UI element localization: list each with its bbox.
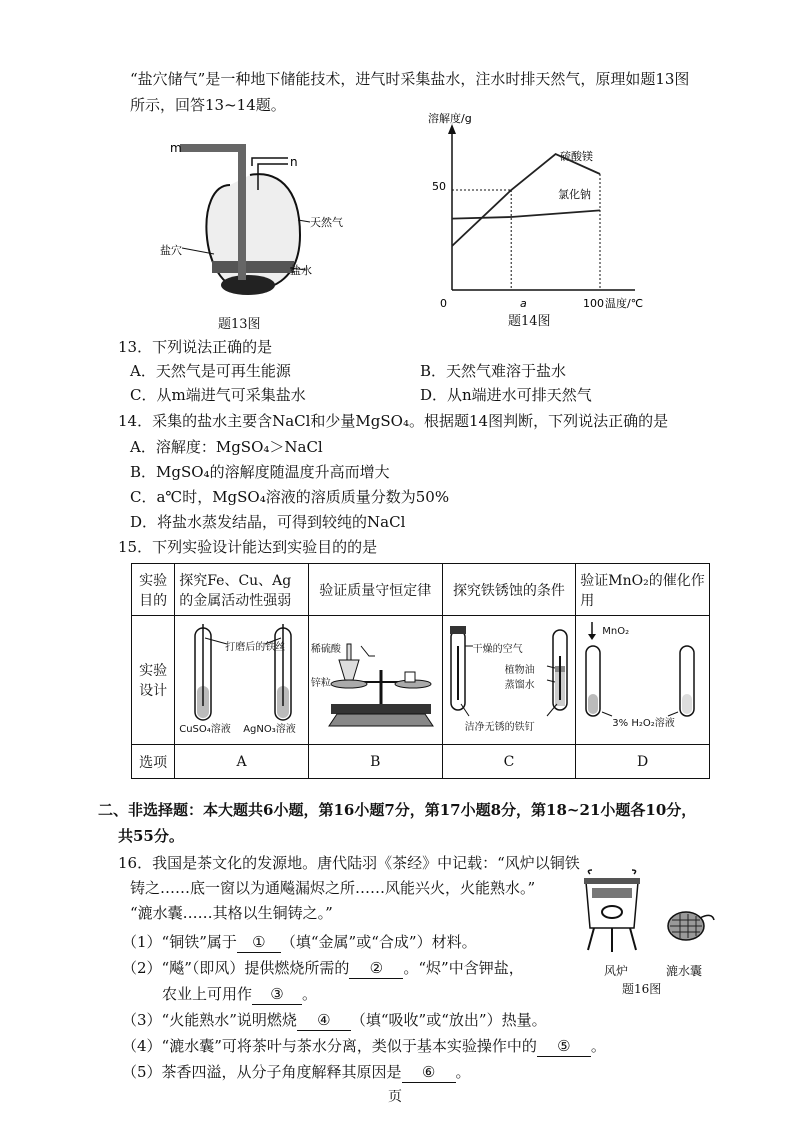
x-tick-0: 0 xyxy=(440,297,447,310)
row-head-option: 选项 xyxy=(132,745,175,779)
purpose-c: 探究铁锈蚀的条件 xyxy=(442,564,576,616)
q16-line2: 铸之……底一窗以为通飚漏烬之所……风能兴火，火能熟水。” xyxy=(130,879,536,897)
table-row xyxy=(132,616,710,745)
series-label-nacl: 氯化钠 xyxy=(558,188,591,201)
cave-bottom xyxy=(221,275,275,295)
fig16-caption: 题16图 xyxy=(622,982,662,996)
q13-stem: 13．下列说法正确的是 xyxy=(118,338,273,356)
y-tick-50: 50 xyxy=(432,180,446,193)
intro-text: “盐穴储气”是一种地下储能技术，进气时采集盐水，注水时排天然气，原理如题13图所示，回答13~14题。 xyxy=(130,70,690,114)
q16-part2-cont: 农业上可用作 ③ 。 xyxy=(162,985,318,1003)
x-axis-label: 温度/℃ xyxy=(605,297,644,310)
blank-2[interactable]: ② xyxy=(349,958,403,979)
figure-14-caption: 题14图 xyxy=(508,314,551,329)
design-c xyxy=(442,616,576,745)
x-tick-a: a xyxy=(520,297,527,310)
q13-option-a: A．天然气是可再生能源 xyxy=(130,362,291,380)
q16-part3: （3）“火能熟水”说明燃烧 ④ （填“吸收”或“放出”）热量。 xyxy=(122,1011,547,1029)
table-row xyxy=(132,745,710,779)
brine-layer xyxy=(212,261,294,273)
blank-1[interactable]: ① xyxy=(237,932,281,953)
design-a xyxy=(175,616,309,745)
blank-4[interactable]: ④ xyxy=(297,1010,351,1031)
q14-option-d: D．将盐水蒸发结晶，可得到较纯的NaCl xyxy=(130,513,406,531)
q13-option-d: D．从n端进水可排天然气 xyxy=(420,386,592,404)
purpose-b: 验证质量守恒定律 xyxy=(308,564,442,616)
q14-option-c: C．a℃时，MgSO₄溶液的溶质质量分数为50% xyxy=(130,488,450,506)
figure-14-solubility-chart xyxy=(420,110,670,310)
pipe-m-vertical xyxy=(238,144,246,280)
option-d: D xyxy=(576,745,710,779)
strainer-bag-drawing xyxy=(668,912,714,940)
fig16-label-strainer: 漉水囊 xyxy=(666,964,703,978)
q16-part5: （5）茶香四溢，从分子角度解释其原因是 ⑥ 。 xyxy=(122,1063,471,1081)
label-zinc: 锌粒 xyxy=(310,678,331,689)
purpose-a: 探究Fe、Cu、Ag的金属活动性强弱 xyxy=(175,564,309,616)
label-dry-air: 干燥的空气 xyxy=(472,644,523,655)
label-brine: 盐水 xyxy=(290,264,312,277)
y-axis-arrow xyxy=(448,124,456,134)
blank-5[interactable]: ⑤ xyxy=(537,1036,591,1057)
blank-6[interactable]: ⑥ xyxy=(402,1062,456,1083)
design-d xyxy=(576,616,710,745)
plot-area xyxy=(452,154,600,290)
q16-part2: （2）“飚”（即风）提供燃烧所需的 ② 。“烬”中含钾盐， xyxy=(122,959,524,977)
figure-13-salt-cave xyxy=(160,130,360,310)
label-clean-nail: 洁净无锈的铁钉 xyxy=(464,722,535,733)
option-c: C xyxy=(442,745,576,779)
label-mno2: MnO₂ xyxy=(602,626,630,637)
q16-part4: （4）“漉水囊”可将茶叶与茶水分离，类似于基本实验操作中的 ⑤ 。 xyxy=(122,1037,606,1055)
series-line-nacl xyxy=(452,210,600,218)
x-tick-100: 100 xyxy=(583,297,604,310)
q14-option-b: B．MgSO₄的溶解度随温度升高而增大 xyxy=(130,463,390,481)
design-b xyxy=(308,616,442,745)
option-b: B xyxy=(308,745,442,779)
blank-3[interactable]: ③ xyxy=(252,984,302,1005)
pipe-m-horizontal xyxy=(180,144,246,152)
section2-line2: 共55分。 xyxy=(118,827,184,845)
label-cave: 盐穴 xyxy=(160,244,182,257)
series-label-mgso4: 硫酸镁 xyxy=(560,150,593,163)
label-gas: 天然气 xyxy=(310,216,343,229)
figure-13-caption: 题13图 xyxy=(218,317,261,332)
label-cuso4: CuSO₄溶液 xyxy=(179,724,231,735)
label-agno3: AgNO₃溶液 xyxy=(243,724,296,735)
y-axis-label: 溶解度/g xyxy=(428,112,472,125)
q14-option-a: A．溶解度：MgSO₄＞NaCl xyxy=(130,438,323,456)
q13-option-b: B．天然气难溶于盐水 xyxy=(420,362,567,380)
label-n: n xyxy=(290,155,298,169)
fig16-label-stove: 风炉 xyxy=(604,964,629,978)
label-vegetable-oil: 植物油 xyxy=(504,665,535,676)
q15-stem: 15．下列实验设计能达到实验目的的是 xyxy=(118,538,378,556)
label-m: m xyxy=(170,141,182,155)
label-dilute-acid: 稀硫酸 xyxy=(310,644,341,655)
q15-experiment-table xyxy=(131,563,710,779)
label-polished-wire: 打磨后的铁丝 xyxy=(225,642,286,653)
wind-stove-drawing xyxy=(584,870,640,952)
q16-line3: “漉水囊……其格以生铜铸之。” xyxy=(130,904,333,922)
page-footer: 页 xyxy=(388,1089,402,1105)
purpose-d: 验证MnO₂的催化作用 xyxy=(576,564,710,616)
table-row xyxy=(132,564,710,616)
figure-16-tea-apparatus xyxy=(582,868,722,968)
q14-stem: 14．采集的盐水主要含NaCl和少量MgSO₄。根据题14图判断，下列说法正确的是 xyxy=(118,412,669,430)
row-head-purpose: 实验目的 xyxy=(132,564,175,616)
row-head-design: 实验设计 xyxy=(132,616,175,745)
label-h2o2: 3% H₂O₂溶液 xyxy=(612,718,675,729)
label-distilled-water: 蒸馏水 xyxy=(504,680,535,691)
q16-part1: （1）“铜铁”属于 ① （填“金属”或“合成”）材料。 xyxy=(122,933,477,951)
option-a: A xyxy=(175,745,309,779)
q16-line1: 16．我国是茶文化的发源地。唐代陆羽《茶经》中记载：“风炉以铜铁 xyxy=(118,854,580,872)
q13-option-c: C．从m端进气可采集盐水 xyxy=(130,386,306,404)
section2-line1: 二、非选择题：本大题共6小题，第16小题7分，第17小题8分，第18~21小题各10分， xyxy=(98,801,697,819)
